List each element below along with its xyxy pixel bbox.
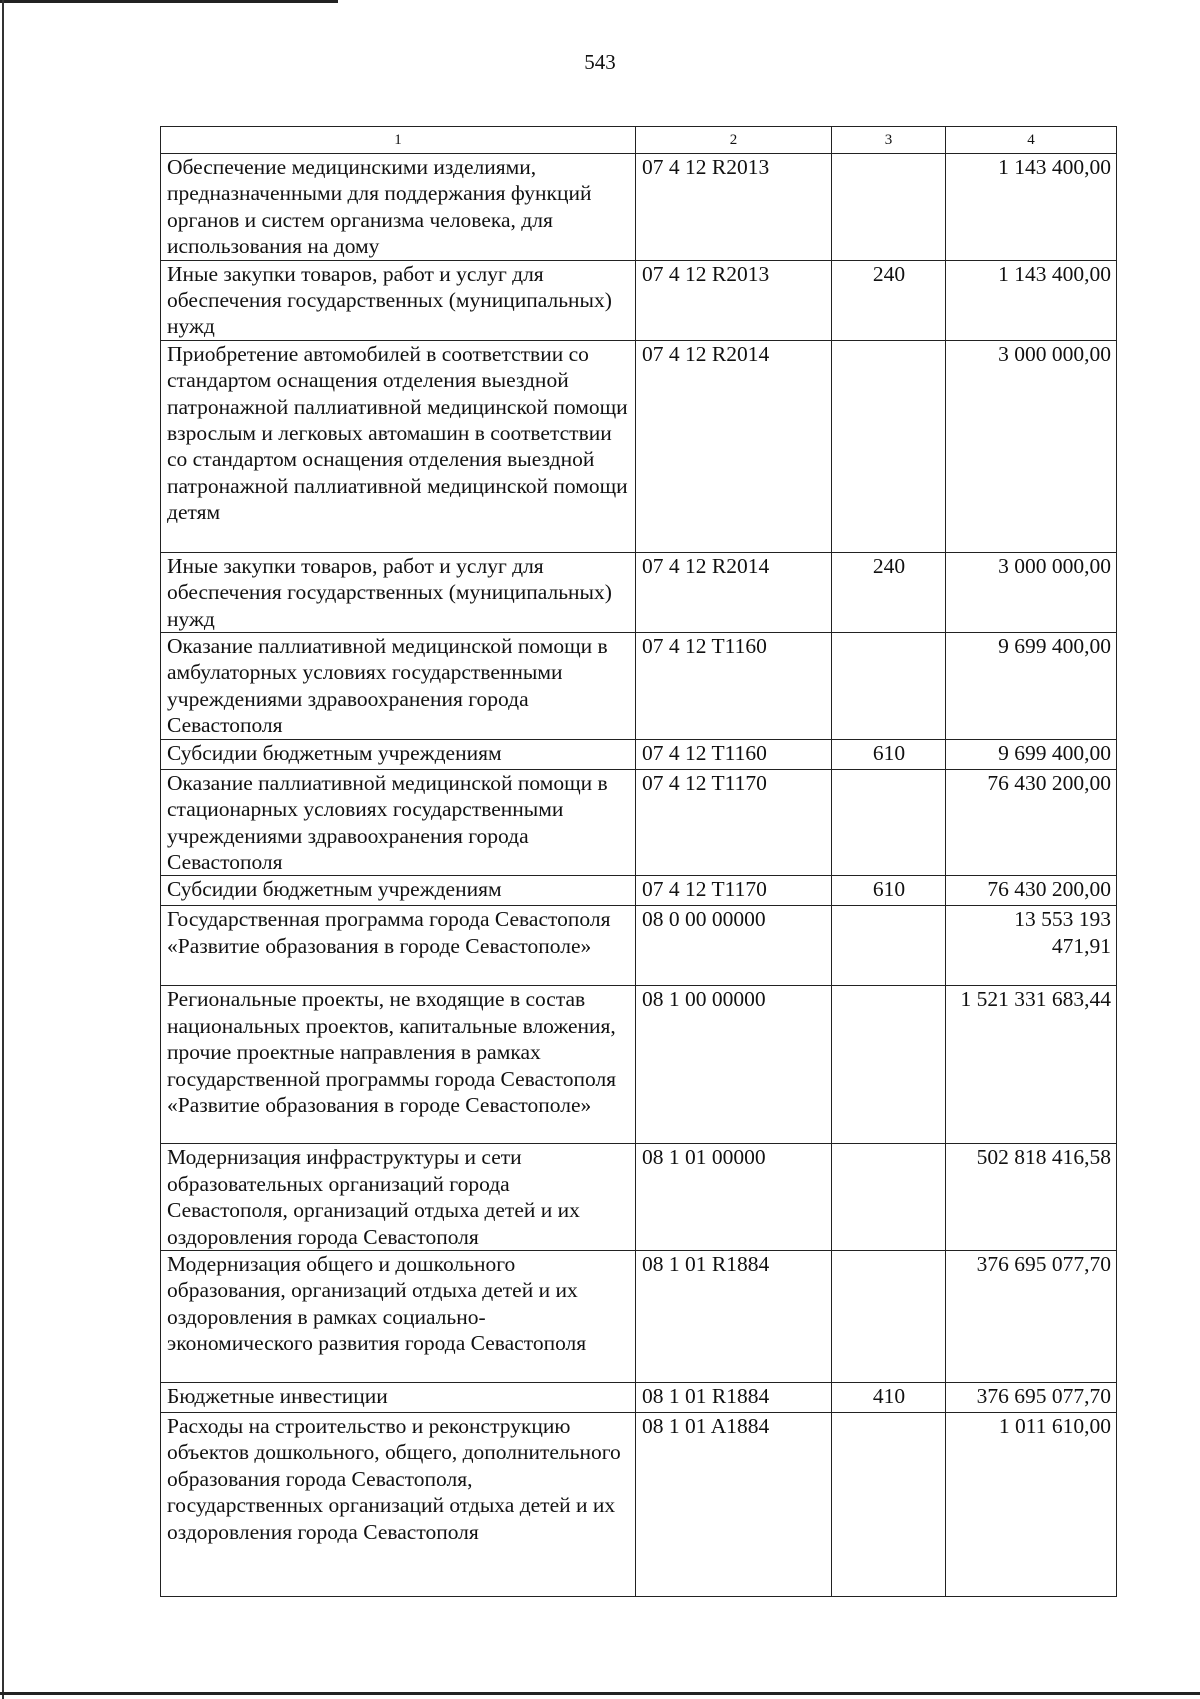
row-code: 08 1 01 R1884: [636, 1382, 832, 1412]
row-amount: 502 818 416,58: [946, 1144, 1117, 1251]
row-type: 410: [832, 1382, 946, 1412]
table-row: [161, 340, 1117, 552]
row-amount: 3 000 000,00: [946, 340, 1117, 552]
row-code: 07 4 12 R2014: [636, 552, 832, 632]
table-row: [161, 906, 1117, 986]
row-type: [832, 986, 946, 1144]
row-type: 240: [832, 260, 946, 340]
table-row: [161, 876, 1117, 906]
row-type: [832, 1250, 946, 1382]
table-row: [161, 552, 1117, 632]
row-name: Субсидии бюджетным учреждениям: [161, 876, 636, 906]
row-amount: 1 143 400,00: [946, 260, 1117, 340]
table-row: [161, 769, 1117, 876]
table-row: [161, 154, 1117, 261]
column-header-4: 4: [946, 127, 1117, 154]
table-row: [161, 260, 1117, 340]
row-code: 07 4 12 R2013: [636, 154, 832, 261]
column-header-1: 1: [161, 127, 636, 154]
row-amount: 1 011 610,00: [946, 1412, 1117, 1596]
column-header-3: 3: [832, 127, 946, 154]
row-name: Оказание паллиативной медицинской помощи в стационарных условиях государственными учреждениями здравоохранения города Севастополя: [161, 769, 636, 876]
row-code: 08 1 01 R1884: [636, 1250, 832, 1382]
scan-edge-bottom: [0, 1692, 1200, 1695]
row-type: [832, 1144, 946, 1251]
row-code: 08 1 00 00000: [636, 986, 832, 1144]
table-row: [161, 1250, 1117, 1382]
row-amount: 376 695 077,70: [946, 1382, 1117, 1412]
scan-edge-top: [0, 0, 338, 3]
row-name: Модернизация общего и дошкольного образования, организаций отдыха детей и их оздоровления в рамках социально-экономического развития города Севастополя: [161, 1250, 636, 1382]
row-code: 08 1 01 00000: [636, 1144, 832, 1251]
row-type: [832, 340, 946, 552]
row-type: [832, 1412, 946, 1596]
row-name: Обеспечение медицинскими изделиями, предназначенными для поддержания функций органов и систем организма человека, для использования на дому: [161, 154, 636, 261]
row-name: Региональные проекты, не входящие в состав национальных проектов, капитальные вложения, прочие проектные направления в рамках государственной программы города Севастополя «Развитие образования в городе Севастополе»: [161, 986, 636, 1144]
row-code: 07 4 12 T1170: [636, 876, 832, 906]
row-code: 07 4 12 T1170: [636, 769, 832, 876]
row-amount: 9 699 400,00: [946, 739, 1117, 769]
row-amount: 1 143 400,00: [946, 154, 1117, 261]
row-amount: 376 695 077,70: [946, 1250, 1117, 1382]
row-type: [832, 633, 946, 740]
budget-table: [160, 126, 1117, 1597]
row-code: 07 4 12 T1160: [636, 739, 832, 769]
row-code: 07 4 12 R2014: [636, 340, 832, 552]
row-type: [832, 769, 946, 876]
table-row: [161, 739, 1117, 769]
row-amount: 76 430 200,00: [946, 769, 1117, 876]
page-number: 543: [584, 50, 616, 74]
row-amount: 3 000 000,00: [946, 552, 1117, 632]
row-code: 07 4 12 R2013: [636, 260, 832, 340]
table-row: [161, 1382, 1117, 1412]
row-code: 08 0 00 00000: [636, 906, 832, 986]
row-type: [832, 906, 946, 986]
column-header-2: 2: [636, 127, 832, 154]
row-amount: 1 521 331 683,44: [946, 986, 1117, 1144]
row-name: Модернизация инфраструктуры и сети образовательных организаций города Севастополя, организаций отдыха детей и их оздоровления города Севастополя: [161, 1144, 636, 1251]
row-name: Государственная программа города Севастополя «Развитие образования в городе Севастополе»: [161, 906, 636, 986]
table-header-row: [161, 127, 1117, 154]
row-amount: 13 553 193 471,91: [946, 906, 1117, 986]
row-name: Расходы на строительство и реконструкцию объектов дошкольного, общего, дополнительного образования города Севастополя, государственных организаций отдыха детей и их оздоровления города Севастополя: [161, 1412, 636, 1596]
row-name: Иные закупки товаров, работ и услуг для обеспечения государственных (муниципальных) нужд: [161, 552, 636, 632]
row-code: 07 4 12 T1160: [636, 633, 832, 740]
row-type: 240: [832, 552, 946, 632]
row-name: Иные закупки товаров, работ и услуг для обеспечения государственных (муниципальных) нужд: [161, 260, 636, 340]
row-type: 610: [832, 876, 946, 906]
row-amount: 76 430 200,00: [946, 876, 1117, 906]
row-name: Бюджетные инвестиции: [161, 1382, 636, 1412]
table-row: [161, 633, 1117, 740]
row-code: 08 1 01 A1884: [636, 1412, 832, 1596]
row-name: Субсидии бюджетным учреждениям: [161, 739, 636, 769]
row-type: [832, 154, 946, 261]
row-name: Оказание паллиативной медицинской помощи в амбулаторных условиях государственными учреждениями здравоохранения города Севастополя: [161, 633, 636, 740]
row-type: 610: [832, 739, 946, 769]
table-row: [161, 1144, 1117, 1251]
table-row: [161, 1412, 1117, 1596]
table-row: [161, 986, 1117, 1144]
scan-edge-left: [2, 0, 4, 1699]
row-name: Приобретение автомобилей в соответствии со стандартом оснащения отделения выездной патронажной паллиативной медицинской помощи взрослым и легковых автомашин в соответствии со стандартом оснащения отделения выездной патронажной паллиативной медицинской помощи детям: [161, 340, 636, 552]
row-amount: 9 699 400,00: [946, 633, 1117, 740]
